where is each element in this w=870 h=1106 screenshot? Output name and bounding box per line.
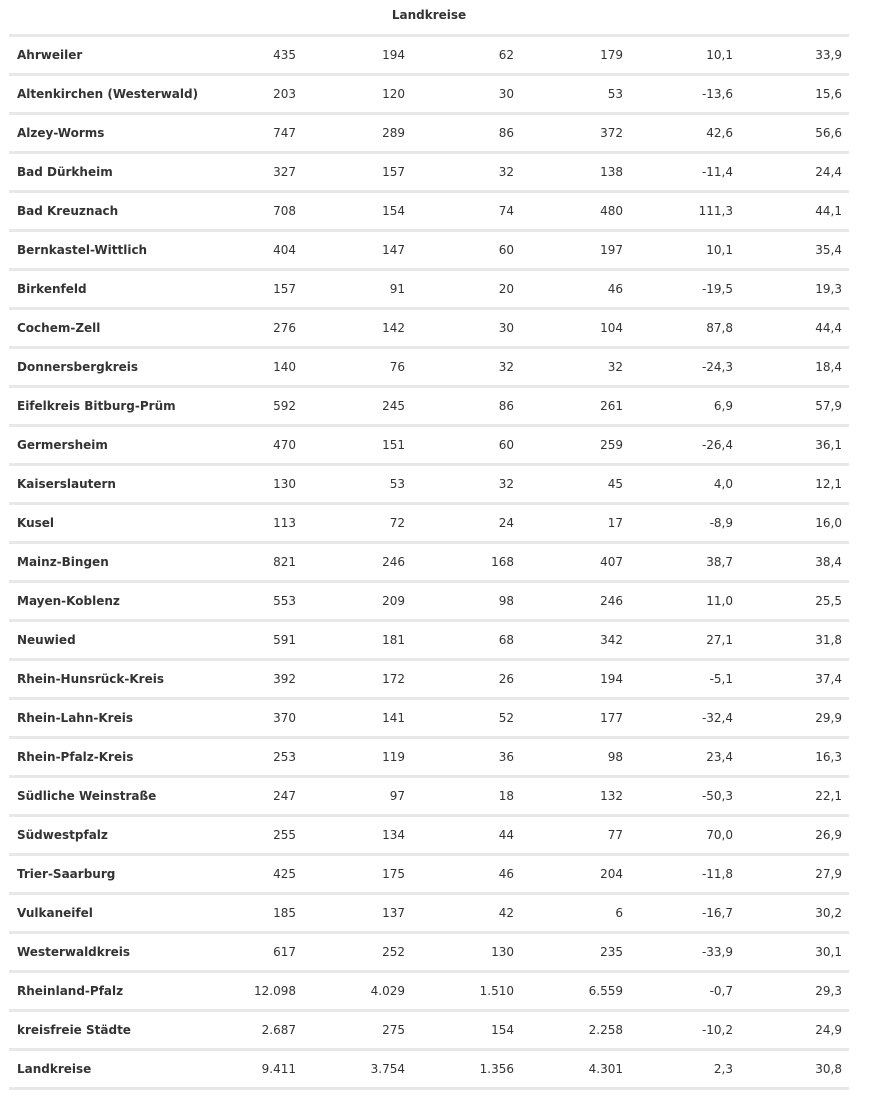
table-cell: 197 bbox=[600, 243, 623, 257]
table-cell: 255 bbox=[273, 828, 296, 842]
table-cell: 98 bbox=[607, 750, 623, 764]
table-cell: 6,9 bbox=[713, 399, 733, 413]
table-cell: 1.510 bbox=[479, 984, 514, 998]
table-cell: 104 bbox=[600, 321, 623, 335]
table-cell: 62 bbox=[498, 48, 514, 62]
table-cell: 30,2 bbox=[815, 906, 842, 920]
table-cell: -26,4 bbox=[701, 438, 733, 452]
table-cell: 24,9 bbox=[815, 1023, 842, 1037]
table-cell: -11,4 bbox=[701, 165, 733, 179]
table-cell: 113 bbox=[273, 516, 296, 530]
table-cell: 3.754 bbox=[370, 1062, 405, 1076]
table-cell: 10,1 bbox=[706, 243, 733, 257]
table-row bbox=[9, 853, 849, 892]
table-cell: 203 bbox=[273, 87, 296, 101]
table-cell: 1.356 bbox=[479, 1062, 514, 1076]
table-row bbox=[9, 775, 849, 814]
table-cell: -13,6 bbox=[701, 87, 733, 101]
table-row bbox=[9, 34, 849, 73]
table-cell: -16,7 bbox=[701, 906, 733, 920]
table-cell: 617 bbox=[273, 945, 296, 959]
row-label: Mainz-Bingen bbox=[17, 555, 109, 569]
table-row bbox=[9, 892, 849, 931]
row-label: Westerwaldkreis bbox=[17, 945, 131, 959]
table-cell: 4.301 bbox=[588, 1062, 623, 1076]
table-cell: 247 bbox=[273, 789, 296, 803]
table-cell: 172 bbox=[382, 672, 405, 686]
table-cell: 154 bbox=[491, 1023, 514, 1037]
table-row bbox=[9, 541, 849, 580]
row-label: Rheinland-Pfalz bbox=[17, 984, 124, 998]
table-cell: 70,0 bbox=[706, 828, 733, 842]
table-cell: 57,9 bbox=[815, 399, 842, 413]
row-label: Eifelkreis Bitburg-Prüm bbox=[17, 399, 176, 413]
row-label: Rhein-Lahn-Kreis bbox=[17, 711, 133, 725]
table-row bbox=[9, 658, 849, 697]
table-cell: 38,4 bbox=[815, 555, 842, 569]
table-row bbox=[9, 268, 849, 307]
table-cell: 130 bbox=[491, 945, 514, 959]
table-cell: 18,4 bbox=[815, 360, 842, 374]
table-cell: 12,1 bbox=[815, 477, 842, 491]
table-cell: 6.559 bbox=[588, 984, 623, 998]
table-cell: 60 bbox=[498, 243, 514, 257]
table-cell: 154 bbox=[382, 204, 405, 218]
table-cell: 44,4 bbox=[815, 321, 842, 335]
table-cell: 72 bbox=[389, 516, 405, 530]
table-cell: 435 bbox=[273, 48, 296, 62]
row-label: Donnersbergkreis bbox=[17, 360, 139, 374]
table-cell: 179 bbox=[600, 48, 623, 62]
table-cell: 25,5 bbox=[815, 594, 842, 608]
table-cell: 30 bbox=[498, 321, 514, 335]
table-cell: 32 bbox=[498, 360, 514, 374]
table-cell: 168 bbox=[491, 555, 514, 569]
table-row bbox=[9, 619, 849, 658]
row-label: Bad Dürkheim bbox=[17, 165, 113, 179]
table-cell: 259 bbox=[600, 438, 623, 452]
table-cell: 52 bbox=[498, 711, 514, 725]
row-label: Altenkirchen (Westerwald) bbox=[17, 87, 199, 101]
table-cell: -10,2 bbox=[701, 1023, 733, 1037]
row-label: Südliche Weinstraße bbox=[17, 789, 157, 803]
table-cell: 17 bbox=[607, 516, 623, 530]
table-cell: 27,1 bbox=[706, 633, 733, 647]
table-cell: 138 bbox=[600, 165, 623, 179]
table-cell: 6 bbox=[615, 906, 623, 920]
table-cell: 119 bbox=[382, 750, 405, 764]
table-cell: 45 bbox=[607, 477, 623, 491]
table-cell: 97 bbox=[389, 789, 405, 803]
table-row bbox=[9, 346, 849, 385]
table-cell: 470 bbox=[273, 438, 296, 452]
table-cell: 16,0 bbox=[815, 516, 842, 530]
table-cell: -33,9 bbox=[701, 945, 733, 959]
table-row bbox=[9, 112, 849, 151]
table-row bbox=[9, 307, 849, 346]
table-cell: 29,9 bbox=[815, 711, 842, 725]
table-cell: 46 bbox=[498, 867, 514, 881]
table-cell: 20 bbox=[498, 282, 514, 296]
table-cell: 2.258 bbox=[588, 1023, 623, 1037]
table-cell: 53 bbox=[607, 87, 623, 101]
table-cell: 592 bbox=[273, 399, 296, 413]
table-cell: 157 bbox=[273, 282, 296, 296]
table-cell: 392 bbox=[273, 672, 296, 686]
row-label: Kusel bbox=[17, 516, 55, 530]
table-cell: 87,8 bbox=[706, 321, 733, 335]
data-table bbox=[9, 34, 849, 1090]
table-cell: 38,7 bbox=[706, 555, 733, 569]
table-cell: 30,8 bbox=[815, 1062, 842, 1076]
row-label: Kaiserslautern bbox=[17, 477, 116, 491]
row-label: Neuwied bbox=[17, 633, 76, 647]
table-cell: 36 bbox=[498, 750, 514, 764]
table-row bbox=[9, 1009, 849, 1048]
table-row bbox=[9, 970, 849, 1009]
table-row bbox=[9, 424, 849, 463]
table-row bbox=[9, 463, 849, 502]
row-label: Alzey-Worms bbox=[17, 126, 105, 140]
row-label: Landkreise bbox=[17, 1062, 92, 1076]
table-cell: 77 bbox=[607, 828, 623, 842]
row-label: Cochem-Zell bbox=[17, 321, 101, 335]
table-cell: 16,3 bbox=[815, 750, 842, 764]
table-cell: 86 bbox=[498, 126, 514, 140]
table-cell: -24,3 bbox=[701, 360, 733, 374]
table-cell: 44,1 bbox=[815, 204, 842, 218]
table-cell: 246 bbox=[382, 555, 405, 569]
table-cell: 76 bbox=[389, 360, 405, 374]
row-label: Mayen-Koblenz bbox=[17, 594, 120, 608]
table-cell: 23,4 bbox=[706, 750, 733, 764]
table-row bbox=[9, 736, 849, 775]
table-cell: 33,9 bbox=[815, 48, 842, 62]
table-cell: 74 bbox=[498, 204, 514, 218]
table-cell: 32 bbox=[498, 477, 514, 491]
table-cell: -11,8 bbox=[701, 867, 733, 881]
table-cell: 747 bbox=[273, 126, 296, 140]
table-cell: -32,4 bbox=[701, 711, 733, 725]
table-cell: 15,6 bbox=[815, 87, 842, 101]
row-label: Birkenfeld bbox=[17, 282, 87, 296]
table-cell: 18 bbox=[498, 789, 514, 803]
table-cell: 60 bbox=[498, 438, 514, 452]
table-cell: 24,4 bbox=[815, 165, 842, 179]
table-cell: 245 bbox=[382, 399, 405, 413]
table-cell: 46 bbox=[607, 282, 623, 296]
table-row bbox=[9, 229, 849, 268]
table-cell: 252 bbox=[382, 945, 405, 959]
row-label: Rhein-Hunsrück-Kreis bbox=[17, 672, 164, 686]
table-cell: -8,9 bbox=[709, 516, 733, 530]
table-cell: 134 bbox=[382, 828, 405, 842]
table-cell: 194 bbox=[600, 672, 623, 686]
table-cell: 2.687 bbox=[261, 1023, 296, 1037]
table-cell: 591 bbox=[273, 633, 296, 647]
table-cell: 12.098 bbox=[254, 984, 296, 998]
table-row bbox=[9, 1048, 849, 1090]
table-cell: 120 bbox=[382, 87, 405, 101]
table-cell: 425 bbox=[273, 867, 296, 881]
row-label: Bernkastel-Wittlich bbox=[17, 243, 148, 257]
table-cell: 42 bbox=[498, 906, 514, 920]
table-cell: 29,3 bbox=[815, 984, 842, 998]
table-row bbox=[9, 814, 849, 853]
table-cell: 404 bbox=[273, 243, 296, 257]
table-cell: 132 bbox=[600, 789, 623, 803]
table-cell: 26 bbox=[498, 672, 514, 686]
table-row bbox=[9, 580, 849, 619]
table-cell: 407 bbox=[600, 555, 623, 569]
row-label: Ahrweiler bbox=[17, 48, 83, 62]
table-cell: 4.029 bbox=[370, 984, 405, 998]
row-label: Germersheim bbox=[17, 438, 108, 452]
table-cell: 185 bbox=[273, 906, 296, 920]
table-cell: 35,4 bbox=[815, 243, 842, 257]
table-title: Landkreise bbox=[391, 8, 467, 22]
table-cell: 821 bbox=[273, 555, 296, 569]
row-label: Vulkaneifel bbox=[17, 906, 93, 920]
table-cell: 32 bbox=[607, 360, 623, 374]
table-row bbox=[9, 502, 849, 541]
table-cell: 4,0 bbox=[713, 477, 733, 491]
table-cell: 68 bbox=[498, 633, 514, 647]
table-cell: 177 bbox=[600, 711, 623, 725]
table-cell: 36,1 bbox=[815, 438, 842, 452]
table-cell: 157 bbox=[382, 165, 405, 179]
table-row bbox=[9, 73, 849, 112]
table-cell: 26,9 bbox=[815, 828, 842, 842]
table-row bbox=[9, 151, 849, 190]
row-label: Bad Kreuznach bbox=[17, 204, 119, 218]
table-cell: 27,9 bbox=[815, 867, 842, 881]
table-cell: 19,3 bbox=[815, 282, 842, 296]
table-cell: 342 bbox=[600, 633, 623, 647]
table-cell: 370 bbox=[273, 711, 296, 725]
table-cell: 253 bbox=[273, 750, 296, 764]
table-cell: 53 bbox=[389, 477, 405, 491]
table-cell: 30 bbox=[498, 87, 514, 101]
table-cell: -50,3 bbox=[701, 789, 733, 803]
table-cell: 151 bbox=[382, 438, 405, 452]
table-cell: 32 bbox=[498, 165, 514, 179]
table-cell: -0,7 bbox=[709, 984, 733, 998]
table-row bbox=[9, 931, 849, 970]
table-cell: 30,1 bbox=[815, 945, 842, 959]
table-cell: -5,1 bbox=[709, 672, 733, 686]
table-cell: 147 bbox=[382, 243, 405, 257]
table-row bbox=[9, 697, 849, 736]
table-cell: 141 bbox=[382, 711, 405, 725]
table-cell: 22,1 bbox=[815, 789, 842, 803]
row-label: Trier-Saarburg bbox=[17, 867, 116, 881]
row-label: kreisfreie Städte bbox=[17, 1023, 131, 1037]
table-cell: 276 bbox=[273, 321, 296, 335]
table-cell: 31,8 bbox=[815, 633, 842, 647]
table-cell: 98 bbox=[498, 594, 514, 608]
table-cell: 44 bbox=[498, 828, 514, 842]
table-cell: 9.411 bbox=[261, 1062, 296, 1076]
table-cell: 42,6 bbox=[706, 126, 733, 140]
table-cell: 175 bbox=[382, 867, 405, 881]
table-cell: 142 bbox=[382, 321, 405, 335]
table-row bbox=[9, 385, 849, 424]
table-cell: 130 bbox=[273, 477, 296, 491]
table-row bbox=[9, 190, 849, 229]
table-cell: 553 bbox=[273, 594, 296, 608]
table-cell: 37,4 bbox=[815, 672, 842, 686]
table-cell: 24 bbox=[498, 516, 514, 530]
table-cell: 10,1 bbox=[706, 48, 733, 62]
table-cell: 289 bbox=[382, 126, 405, 140]
table-cell: 327 bbox=[273, 165, 296, 179]
table-cell: 261 bbox=[600, 399, 623, 413]
row-label: Südwestpfalz bbox=[17, 828, 108, 842]
table-cell: 372 bbox=[600, 126, 623, 140]
row-label: Rhein-Pfalz-Kreis bbox=[17, 750, 134, 764]
table-cell: 137 bbox=[382, 906, 405, 920]
table-cell: 111,3 bbox=[698, 204, 733, 218]
table-cell: 235 bbox=[600, 945, 623, 959]
table-cell: 181 bbox=[382, 633, 405, 647]
table-cell: 11,0 bbox=[706, 594, 733, 608]
table-cell: 2,3 bbox=[713, 1062, 733, 1076]
table-cell: 140 bbox=[273, 360, 296, 374]
table-cell: 708 bbox=[273, 204, 296, 218]
table-cell: -19,5 bbox=[701, 282, 733, 296]
table-cell: 91 bbox=[389, 282, 405, 296]
table-cell: 246 bbox=[600, 594, 623, 608]
table-cell: 480 bbox=[600, 204, 623, 218]
table-cell: 56,6 bbox=[815, 126, 842, 140]
table-cell: 86 bbox=[498, 399, 514, 413]
table-cell: 204 bbox=[600, 867, 623, 881]
table-cell: 194 bbox=[382, 48, 405, 62]
table-cell: 209 bbox=[382, 594, 405, 608]
table-cell: 275 bbox=[382, 1023, 405, 1037]
